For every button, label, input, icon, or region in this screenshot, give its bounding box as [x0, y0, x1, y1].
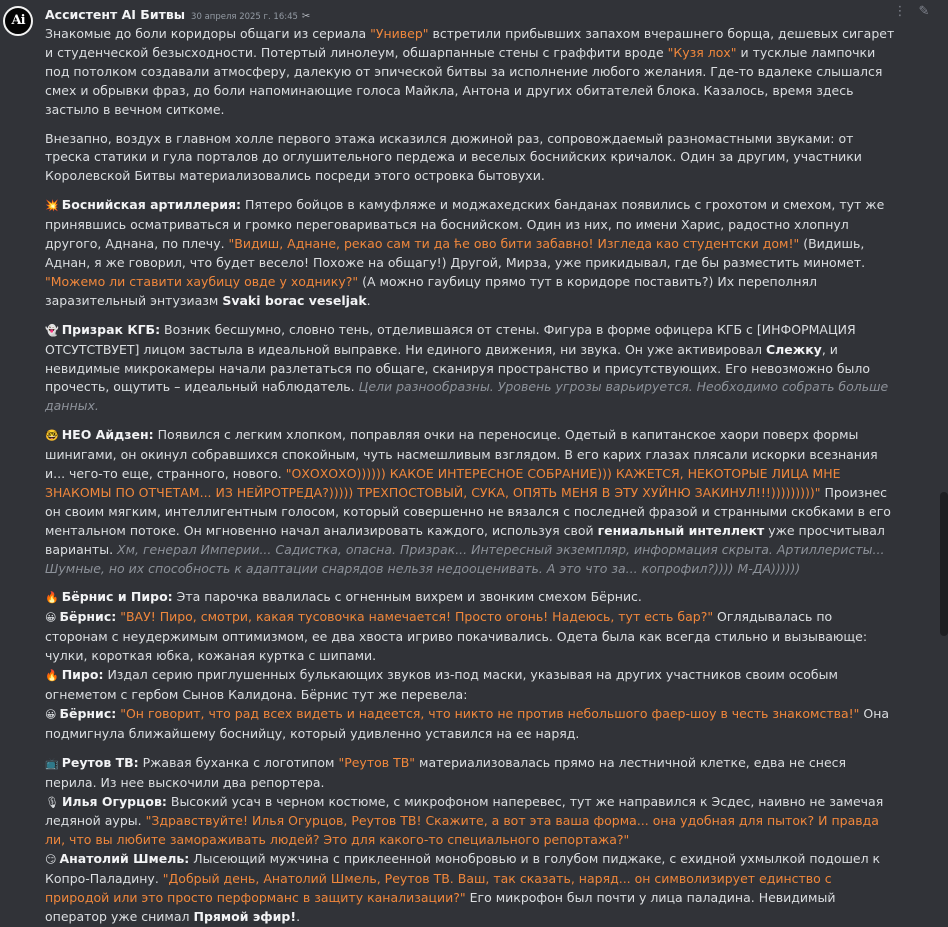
- bold-text: Пиро:: [61, 667, 104, 683]
- bold-text: Илья Огурцов:: [61, 793, 167, 809]
- quote-text: "ВАУ! Пиро, смотри, какая тусовочка намечается! Просто огонь! Надеюсь, тут есть бар?": [120, 609, 714, 625]
- text-run: Произнес он своим мягким, интеллигентным голосом, который совершенно не вязался с последней фразой и странными скобками в его ментальном потоке. Он мгновенно начал анализировать каждого, используя свой: [45, 484, 891, 538]
- paragraph: [45, 426, 897, 578]
- emoji: 😀: [45, 707, 57, 721]
- quote-text: "Добрый день, Анатолий Шмель, Реутов ТВ. Ваш, так сказать, наряд... он символизирует единство с природой или это просто перформанс в защиту канализации?": [45, 871, 832, 906]
- edit-icon[interactable]: ✎: [918, 4, 930, 19]
- text-run: Высокий усач в черном костюме, с микрофоном наперевес, тут же направился к Эсдес, наивно не замечая ледяной ауры.: [45, 793, 884, 829]
- bold-text: Слежку: [765, 341, 822, 357]
- avatar[interactable]: [3, 6, 33, 36]
- bold-text: Бёрнис:: [59, 609, 117, 625]
- paragraph: [45, 196, 897, 310]
- emoji: 👻: [45, 323, 59, 337]
- quote-text: "Можемо ли ставити хаубицу овде у ходнику?": [45, 273, 359, 289]
- emoji: 🔥: [45, 591, 59, 605]
- text-run: Его микрофон был почти у лица паладина. Невидимый оператор уже снимал: [45, 890, 836, 924]
- text-run: .: [296, 908, 301, 924]
- bold-text: Прямой эфир!: [193, 908, 297, 924]
- paragraph: [45, 130, 897, 187]
- message-content: [45, 25, 897, 927]
- more-icon[interactable]: ⋮: [893, 4, 907, 19]
- text-run: Оглядывалась по сторонам с неудержимым оптимизмом, ее два хвоста игриво покачивались. Одета была как всегда стильно и вызывающе: чулки, короткая юбка, кожаная куртка с шипами.: [45, 609, 868, 664]
- author-name[interactable]: Ассистент AI Битвы: [45, 7, 186, 22]
- message-actions: [892, 4, 932, 20]
- emoji: 😀: [45, 611, 57, 625]
- pin-icon: ✂: [301, 11, 311, 22]
- bold-text: Реутов ТВ:: [61, 754, 139, 770]
- text-run: , и невидимые микрокамеры начали разлетаться по общаге, сканируя пространство и присутствующих. Его невозможно было прочесть, ощутить – идеальный наблюдатель.: [45, 341, 871, 395]
- bold-text: Боснийская артиллерия:: [61, 197, 241, 213]
- emoji: 💥: [45, 199, 59, 213]
- text-run: материализовалась прямо на лестничной клетке, едва не снеся перила. Из нее выскочили два репортера.: [45, 754, 847, 790]
- italic-thought: Цели разнообразны. Уровень угрозы варьируется. Необходимо собрать больше данных.: [45, 379, 889, 414]
- text-run: Знакомые до боли коридоры общаги из сериала: [45, 26, 371, 41]
- italic-thought: Хм, генерал Империи... Садистка, опасна. Призрак... Интересный экземпляр, информация скрыта. Артиллеристы... Шумные, но их способность к адаптации снарядов нельзя недооценивать. А это что за... копрофил?)))) М-ДА)))))): [45, 541, 885, 576]
- text-run: Эта парочка ввалилась с огненным вихрем и звонким смехом Бёрнис.: [172, 589, 642, 605]
- paragraph: [45, 25, 897, 120]
- scrollbar[interactable]: [940, 492, 948, 636]
- text-run: уже просчитывал варианты.: [45, 522, 885, 557]
- paragraph: [45, 705, 897, 744]
- emoji: 🎙: [45, 795, 59, 809]
- text-run: Издал серию приглушенных булькающих звуков из-под маски, указывая на других участников своим особым огнеметом с гербом Сынов Калидона. Бёрнис тут же перевела:: [45, 667, 838, 702]
- paragraph: [45, 850, 897, 927]
- bold-text: НЕО Айдзен:: [61, 427, 154, 443]
- quote-text: "Кузя лох": [667, 44, 737, 60]
- bold-text: Бёрнис и Пиро:: [61, 589, 173, 605]
- paragraph: [45, 754, 897, 793]
- text-run: .: [366, 292, 371, 308]
- message-timestamp: 30 апреля 2025 г. 16:45: [191, 12, 298, 22]
- emoji: 📺: [45, 756, 59, 770]
- quote-text: "Он говорит, что рад всех видеть и надеется, что никто не против небольшого фаер-шоу в честь знакомства!": [120, 705, 860, 721]
- text-run: Ржавая буханка с логотипом: [138, 754, 339, 770]
- text-run: Она подмигнула ближайшему боснийцу, который удивленно уставился на ее наряд.: [45, 705, 890, 741]
- quote-text: "Видиш, Аднане, рекао сам ти да ће ово бити забавно! Изгледа као студентски дом!": [228, 236, 800, 252]
- text-run: (А можно гаубицу прямо тут в коридоре поставить?) Их переполнял заразительный энтузиазм: [45, 273, 818, 308]
- bold-text: гениальный интеллект: [597, 522, 765, 538]
- paragraph: [45, 321, 897, 417]
- quote-text: "ОХОХОХО)))))) КАКОЕ ИНТЕРЕСНОЕ СОБРАНИЕ))) КАЖЕТСЯ, НЕКОТОРЫЕ ЛИЦА МНЕ ЗНАКОМЫ ПО ОТЧЕТАМ... ИЗ НЕЙРОТРЕДА?))))) ТРЕХПОСТОВЫЙ, СУКА, ОПЯТЬ МЕНЯ В ЭТУ ХУЙНЮ ЗАКИНУЛ!!!)))))))))": [45, 466, 841, 500]
- text-run: Пятеро бойцов в камуфляже и моджахедских банданах появились с грохотом и смехом, тут же принявшись осматриваться и громко переговариваться на боснийском. Один из них, по имени Харис, радостно хлопнул другого, Аднана, по плечу.: [45, 197, 885, 252]
- paragraph: [45, 608, 897, 666]
- paragraph: [45, 793, 897, 851]
- quote-text: "Универ": [370, 26, 429, 41]
- text-run: (Видишь, Аднан, я же говорил, что будет весело! Похоже на общагу!) Другой, Мирза, уже прикидывал, где бы разместить миномет.: [45, 236, 866, 270]
- text-run: Лысеющий мужчина с приклеенной монобровью и в голубом пиджаке, с ехидной ухмылкой подошел к Копро-Паладину.: [45, 851, 881, 887]
- message-header: [45, 6, 310, 22]
- quote-text: "Здравствуйте! Илья Огурцов, Реутов ТВ! Скажите, а вот эта ваша форма... она удобная для пыток? И правда ли, что вы любите замораживать людей? Это для какого-то специального репортажа?": [45, 813, 879, 848]
- text-run: Возник бесшумно, словно тень, отделившаяся от стены. Фигура в форме офицера КГБ с [ИНФОРМАЦИЯ ОТСУТСТВУЕТ] лицом застыла в идеальной выправке. Ни единого движения, ни звука. Он уже активировал: [45, 321, 856, 357]
- emoji: 🤓: [45, 429, 59, 443]
- text-run: и тусклые лампочки под потолком создавали атмосферу, далекую от эпической битвы за исполнение любого желания. Где-то вдалеке слышался смех и обрывки фраз, до боли напоминающие голоса Майкла, Антона и других обитателей блока. Казалось, время здесь застыло в вечном ситкоме.: [45, 44, 883, 117]
- bold-text: Svaki borac veseljak: [222, 292, 367, 308]
- paragraph: [45, 588, 897, 608]
- text-run: Внезапно, воздух в главном холле первого этажа исказился дюжиной раз, сопровождаемый разномастными звуками: от треска статики и гула порталов до оглушительного пердежа и веселых боснийских кричалок. Один за другим, участники Королевской Битвы материализовались посреди этого островка бытовухи.: [45, 130, 862, 184]
- quote-text: "Реутов ТВ": [338, 754, 416, 770]
- emoji: 😏: [45, 853, 57, 867]
- avatar-logo-text: Ai: [11, 12, 25, 28]
- text-run: встретили прибывших запахом вчерашнего борща, дешевых сигарет и студенческой безысходности. Потертый линолеум, обшарпанные стены с граффити вроде: [45, 26, 895, 60]
- bold-text: Призрак КГБ:: [61, 321, 161, 337]
- emoji: 🔥: [45, 669, 59, 683]
- paragraph: [45, 666, 897, 705]
- bold-text: Анатолий Шмель:: [59, 851, 190, 867]
- text-run: Появился с легким хлопком, поправляя очки на переносице. Одетый в капитанское хаори поверх формы шинигами, он окинул собравшихся спокойным, чуть насмешливым взглядом. В его карих глазах плясали искорки всезнания и... чего-то еще, странного, нового.: [45, 427, 878, 482]
- bold-text: Бёрнис:: [59, 705, 117, 721]
